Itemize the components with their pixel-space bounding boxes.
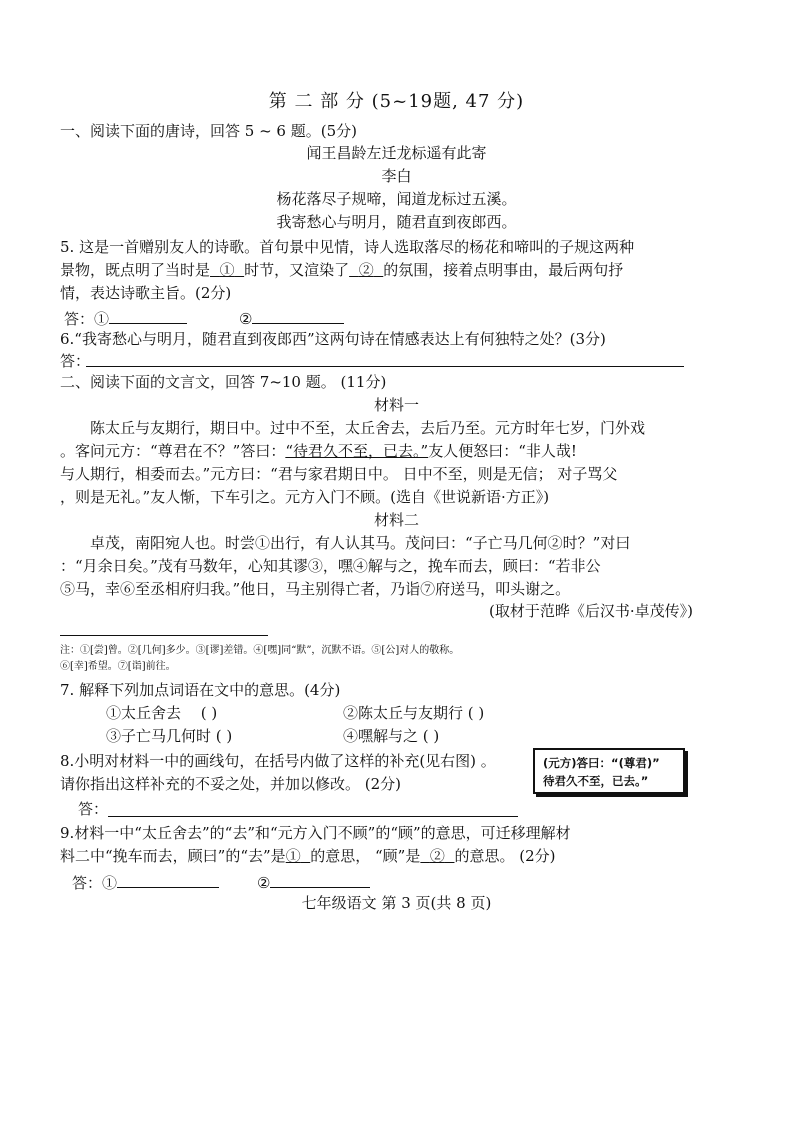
q9-answer-line-1[interactable] — [117, 870, 219, 888]
m1-line-2 — [60, 441, 577, 461]
m2-line-2: ：“月余日矣。”茂有马数年，心知其谬③，嘿④解与之，挽车而去，顾曰：“若非公 — [60, 557, 601, 575]
q9-answer — [72, 870, 370, 893]
q7-item-3: ③子亡马几何时 ( ) — [106, 727, 233, 745]
q5-line-1: 5. 这是一首赠别友人的诗歌。首句景中见情，诗人选取落尽的杨花和啼叫的子规这两种 — [60, 238, 635, 256]
m1-line-1: 陈太丘与友期行，期日中。过中不至，太丘舍去，去后乃至。元方时年七岁，门外戏 — [90, 419, 646, 437]
q5-answer-line-1[interactable] — [109, 306, 187, 324]
m1-line-4: ，则是无礼。”友人惭，下车引之。元方入门不顾。(选自《世说新语·方正》) — [60, 488, 550, 506]
q7-question: 7. 解释下列加点词语在文中的意思。(4分) — [60, 681, 341, 699]
q9-line-1: 9.材料一中“太丘舍去”的“去”和“元方入门不顾”的“顾”的意思，可迁移理解材 — [60, 824, 571, 842]
q9-line-2 — [60, 846, 556, 866]
section1-heading: 一、阅读下面的唐诗，回答 5 ~ 6 题。(5分) — [60, 122, 357, 140]
q9-blank-2: ② — [429, 847, 445, 865]
q5-text-a: 景物，既点明了当时是 — [60, 261, 211, 279]
q8-line-1: 8.小明对材料一中的画线句，在括号内做了这样的补充(见右图) 。 — [60, 752, 496, 770]
q7-item-1: ①太丘舍去 ( ) — [106, 704, 218, 722]
q5-blank-1: ① — [219, 261, 235, 279]
q8-answer-label: 答： — [78, 800, 109, 818]
q5-text-b: 时节，又渲染了 — [244, 261, 350, 279]
m2-line-1: 卓茂，南阳宛人也。时尝①出行，有人认其马。茂问曰：“子亡马几何②时？”对曰 — [90, 534, 631, 552]
q9-text-a: 料二中“挽车而去，顾曰”的“去”是 — [60, 847, 286, 865]
q9-answer-line-2[interactable] — [270, 870, 370, 888]
callout-line-2: 待君久不至，已去。” — [543, 774, 649, 788]
q8-callout-box — [533, 748, 685, 794]
q5-answer-line-2[interactable] — [252, 306, 344, 324]
section2-heading: 二、阅读下面的文言文，回答 7~10 题。 (11分) — [60, 373, 387, 391]
q5-text-c: 的氛围，接着点明事由，最后两句抒 — [383, 261, 624, 279]
m1-underlined-sentence: “待君久不至，已去。” — [285, 442, 429, 460]
notes-line-1: 注：①[尝]曾。②[几何]多少。③[谬]差错。④[嘿]同“默”，沉默不语。⑤[公]对人的敬称。 — [60, 645, 460, 656]
m2-line-3: ⑤马，幸⑥至丞相府归我。”他日，马主别得亡者，乃诣⑦府送马，叩头谢之。 — [60, 580, 571, 598]
material1-title: 材料一 — [373, 396, 419, 414]
q5-line-3: 情，表达诗歌主旨。(2分) — [60, 284, 232, 302]
m1-line-2-c: 友人便怒曰：“非人哉! — [428, 442, 577, 460]
poem-title: 闻王昌龄左迁龙标遥有此寄 — [306, 144, 487, 162]
page-footer: 七年级语文 第 3 页(共 8 页) — [301, 894, 492, 912]
q7-item-2: ②陈太丘与友期行 ( ) — [343, 704, 485, 722]
material2-title: 材料二 — [373, 511, 419, 529]
q9-blank-1: ① — [285, 847, 301, 865]
q5-answer — [64, 306, 344, 329]
m1-line-3: 与人期行，相委而去。”元方曰：“君与家君期日中。 日中不至，则是无信； 对子骂父 — [60, 465, 618, 483]
notes-line-2: ⑥[幸]希望。⑦[诣]前往。 — [60, 661, 176, 672]
q9-text-c: 的意思。 (2分) — [454, 847, 556, 865]
q7-item-4: ④嘿解与之 ( ) — [343, 727, 440, 745]
q9-answer-prefix: 答：① — [72, 874, 118, 892]
notes-divider — [60, 635, 268, 636]
q6-answer-label: 答： — [60, 352, 91, 370]
m2-source: (取材于范晔《后汉书·卓茂传》) — [489, 602, 693, 620]
poem-line-2: 我寄愁心与明月，随君直到夜郎西。 — [276, 213, 517, 231]
q9-answer-second: ② — [257, 874, 271, 892]
m1-line-2-a: 。客问元方：“尊君在不？”答曰： — [60, 442, 286, 460]
callout-line-1: (元方)答曰：“(尊君)” — [543, 756, 660, 770]
poem-line-1: 杨花落尽子规啼，闻道龙标过五溪。 — [276, 190, 517, 208]
poem-author: 李白 — [381, 167, 412, 185]
q5-answer-second: ② — [239, 310, 253, 328]
q5-line-2 — [60, 260, 623, 280]
q9-text-b: 的意思， “顾”是 — [310, 847, 421, 865]
q8-answer-line[interactable] — [108, 816, 518, 817]
q5-answer-prefix: 答：① — [64, 310, 110, 328]
page-title: 第 二 部 分 (5~19题, 47 分) — [268, 91, 525, 112]
q8-line-2: 请你指出这样补充的不妥之处，并加以修改。 (2分) — [60, 775, 402, 793]
q6-question: 6.“我寄愁心与明月，随君直到夜郎西”这两句诗在情感表达上有何独特之处？(3分) — [60, 330, 606, 348]
q5-blank-2: ② — [358, 261, 374, 279]
q6-answer-line[interactable] — [86, 366, 684, 367]
